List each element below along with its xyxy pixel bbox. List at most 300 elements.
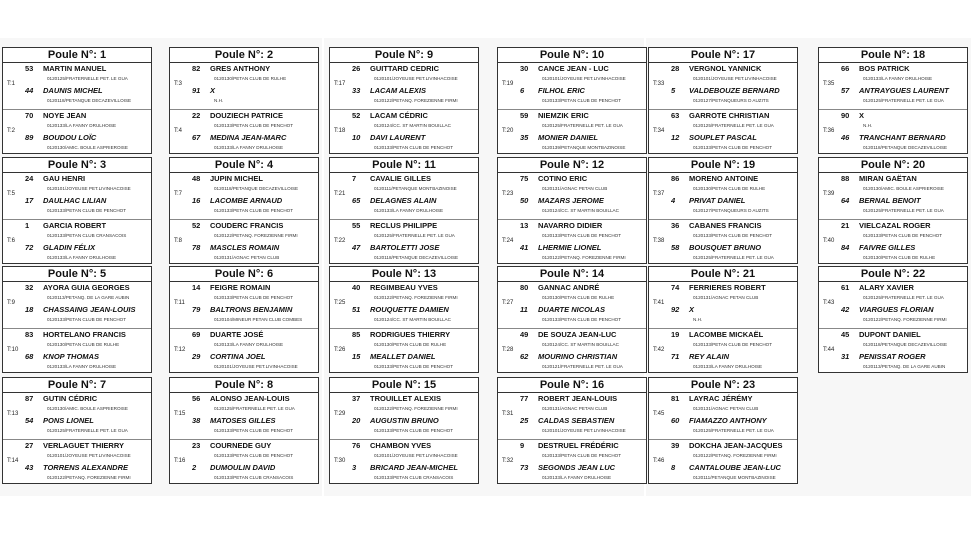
player-club: 0120101/JOYEUSE PET.LIVINHACOISE [47, 186, 131, 191]
match-row [170, 282, 318, 329]
player-name: AUGUSTIN BRUNO [370, 416, 439, 425]
player-number: 48 [192, 174, 201, 183]
player-club: 0120133/LA FANNY DRULHOISE [47, 364, 117, 369]
player-name: GARCIA ROBERT [43, 221, 107, 230]
match-row [330, 63, 478, 110]
player-entry [352, 352, 476, 374]
player-club: 0120122/PETANQ. FOREZIENNE FIRMI [863, 317, 947, 322]
player-name: GRES ANTHONY [210, 64, 271, 73]
player-number: 39 [671, 441, 680, 450]
player-entry [192, 463, 316, 485]
player-number: 30 [520, 64, 529, 73]
player-club: 0120133/PETAN CLUB DE PENCHOT [47, 208, 127, 213]
table-label: T:45 [653, 411, 665, 417]
player-number: 75 [520, 174, 529, 183]
player-number: 49 [520, 330, 529, 339]
player-club: 0120133/PETAN CLUB CRANSACOIS [47, 233, 127, 238]
table-label: T:8 [174, 238, 183, 244]
poule-card [169, 377, 319, 484]
player-name: FAIVRE GILLES [859, 243, 916, 252]
player-club: 0120122/PETANQ. FOREZIENNE FIRMI [47, 475, 131, 480]
table-label: T:32 [502, 458, 514, 464]
poule-title: Poule N°: 4 [170, 158, 318, 173]
match-row [3, 440, 151, 486]
match-row [649, 220, 797, 266]
match-row [170, 329, 318, 375]
player-club: 0120133/PETAN CLUB DE PENCHOT [693, 233, 773, 238]
player-club: 0120130/AMIC. BOULE ASPRIEROISE [47, 145, 128, 150]
poule-card [648, 266, 798, 373]
player-entry [352, 196, 476, 218]
player-club: 0120125/FRATERNELLE PET. LE GUA [47, 76, 128, 81]
player-number: 19 [671, 330, 680, 339]
player-name: BERNAL BENOIT [859, 196, 921, 205]
player-line [671, 416, 795, 426]
player-entry [520, 416, 644, 438]
player-name: CORTINA JOEL [210, 352, 266, 361]
player-name: CANTALOUBE JEAN-LUC [689, 463, 781, 472]
player-club: 0120122/PETANQ. FOREZIENNE FIRMI [374, 295, 458, 300]
poule-card [2, 47, 152, 154]
player-name: VIELCAZAL ROGER [859, 221, 931, 230]
table-label: T:19 [502, 81, 514, 87]
player-club: 0120125/FRATERNELLE PET. LE GUA [47, 428, 128, 433]
player-club: 0120122/PETANQ. FOREZIENNE FIRMI [214, 233, 298, 238]
player-line [671, 463, 795, 473]
table-label: T:15 [174, 411, 186, 417]
match-row [170, 63, 318, 110]
player-number: 24 [25, 174, 34, 183]
player-name: CALDAS SEBASTIEN [538, 416, 615, 425]
match-row [170, 220, 318, 266]
player-entry [25, 86, 149, 108]
player-line [671, 196, 795, 206]
player-number: 91 [192, 86, 201, 95]
player-number: 84 [841, 243, 850, 252]
player-name: COUDERC FRANCIS [210, 221, 284, 230]
match-row [3, 110, 151, 156]
player-number: 2 [192, 463, 197, 472]
player-number: 73 [520, 463, 529, 472]
player-name: GAU HENRI [43, 174, 86, 183]
match-row [330, 440, 478, 486]
player-line [192, 111, 316, 121]
player-number: 41 [520, 243, 529, 252]
player-number: 83 [25, 330, 34, 339]
player-name: GARROTE CHRISTIAN [689, 111, 770, 120]
poule-title: Poule N°: 22 [819, 267, 967, 282]
player-line [520, 221, 644, 231]
player-number: 67 [192, 133, 201, 142]
player-line [671, 64, 795, 74]
poule-card [818, 157, 968, 264]
player-club: 0120133/PETAN CLUB DE PENCHOT [542, 98, 622, 103]
player-line [671, 441, 795, 451]
poule-title: Poule N°: 17 [649, 48, 797, 63]
player-entry [25, 441, 149, 463]
player-name: LACOMBE ARNAUD [210, 196, 283, 205]
player-name: NOYE JEAN [43, 111, 87, 120]
player-entry [671, 111, 795, 133]
player-number: 76 [352, 441, 361, 450]
match-row [819, 282, 967, 329]
player-line [841, 174, 965, 184]
player-line [192, 283, 316, 293]
player-name: DESTRUEL FRÉDÉRIC [538, 441, 619, 450]
player-club: 0120118/PETANQUE DECAZEVILLOISE [47, 98, 132, 103]
poule-title: Poule N°: 5 [3, 267, 151, 282]
player-number: 37 [352, 394, 361, 403]
player-club: 0120118/PETANQUE DECAZEVILLOISE [863, 145, 948, 150]
match-row [170, 393, 318, 440]
player-entry [352, 305, 476, 327]
player-club: 0120133/PETAN CLUB DE PENCHOT [214, 208, 294, 213]
player-line [25, 133, 149, 143]
player-line [192, 416, 316, 426]
player-entry [671, 86, 795, 108]
match-row [330, 393, 478, 440]
poule-title: Poule N°: 11 [330, 158, 478, 173]
player-line [25, 174, 149, 184]
player-entry [841, 111, 965, 133]
player-number: 65 [352, 196, 361, 205]
player-entry [520, 394, 644, 416]
player-entry [25, 243, 149, 265]
poule-card [497, 377, 647, 484]
player-entry [192, 111, 316, 133]
player-number: 18 [25, 305, 34, 314]
player-number: 63 [671, 111, 680, 120]
player-number: 88 [841, 174, 850, 183]
table-label: T:9 [7, 300, 16, 306]
player-entry [671, 133, 795, 155]
player-line [671, 305, 795, 315]
match-row [330, 220, 478, 266]
poule-card [497, 157, 647, 264]
player-club: 0120130/AMIC. BOULE ASPRIEROISE [863, 186, 944, 191]
match-row [170, 173, 318, 220]
poule-card [497, 47, 647, 154]
player-line [841, 86, 965, 96]
player-number: 3 [352, 463, 357, 472]
player-line [671, 86, 795, 96]
player-name: CABANES FRANCIS [689, 221, 762, 230]
player-line [25, 221, 149, 231]
player-number: 20 [352, 416, 361, 425]
match-row [649, 282, 797, 329]
player-entry [192, 133, 316, 155]
match-row [170, 110, 318, 156]
player-line [841, 330, 965, 340]
table-label: T:42 [653, 347, 665, 353]
player-name: GLADIN FÉLIX [43, 243, 96, 252]
player-club: 0120133/LA FANNY DRULHOISE [214, 145, 284, 150]
player-line [520, 352, 644, 362]
poule-title: Poule N°: 2 [170, 48, 318, 63]
player-name: ROBERT JEAN-LOUIS [538, 394, 618, 403]
player-name: ALARY XAVIER [859, 283, 914, 292]
player-line [25, 111, 149, 121]
player-line [25, 283, 149, 293]
player-entry [671, 196, 795, 218]
player-number: 86 [671, 174, 680, 183]
player-name: CHASSAING JEAN-LOUIS [43, 305, 136, 314]
player-entry [520, 111, 644, 133]
player-club: 0120133/PETAN CLUB DE PENCHOT [693, 145, 773, 150]
player-line [192, 64, 316, 74]
player-line [25, 305, 149, 315]
player-club: 0120101/JOYEUSE PET.LIVINHACOISE [542, 76, 626, 81]
player-number: 87 [25, 394, 34, 403]
player-entry [352, 174, 476, 196]
poule-card [2, 157, 152, 264]
player-number: 54 [25, 416, 34, 425]
match-row [330, 282, 478, 329]
player-entry [25, 174, 149, 196]
player-entry [352, 330, 476, 352]
player-name: DE SOUZA JEAN-LUC [538, 330, 617, 339]
player-name: DELAGNES ALAIN [370, 196, 437, 205]
player-name: BRICARD JEAN-MICHEL [370, 463, 458, 472]
table-label: T:31 [502, 411, 514, 417]
player-number: 12 [671, 133, 680, 142]
player-number: 4 [671, 196, 676, 205]
player-name: MORENO ANTOINE [689, 174, 759, 183]
poule-title: Poule N°: 23 [649, 378, 797, 393]
player-line [352, 416, 476, 426]
player-name: FIAMAZZO ANTHONY [689, 416, 767, 425]
player-number: 38 [192, 416, 201, 425]
player-number: 50 [520, 196, 529, 205]
player-entry [671, 416, 795, 438]
player-line [841, 196, 965, 206]
player-name: GANNAC ANDRÉ [538, 283, 600, 292]
player-entry [25, 283, 149, 305]
player-entry [841, 64, 965, 86]
player-club: 0120133/LA FANNY DRULHOISE [693, 364, 763, 369]
player-line [841, 243, 965, 253]
player-entry [192, 283, 316, 305]
player-club: 0120130/PETAN CLUB DE RULHE [47, 342, 120, 347]
poule-title: Poule N°: 1 [3, 48, 151, 63]
player-club: 0120131/AGNAC PETAN CLUB [542, 406, 608, 411]
player-name: BALTRONS BENJAMIN [210, 305, 293, 314]
table-label: T:16 [174, 458, 186, 464]
match-row [649, 173, 797, 220]
player-line [520, 243, 644, 253]
table-label: T:38 [653, 238, 665, 244]
player-line [352, 174, 476, 184]
player-entry [520, 305, 644, 327]
player-club: 0120125/FRATERNELLE PET. LE GUA [863, 295, 944, 300]
player-number: 68 [25, 352, 34, 361]
player-number: 79 [192, 305, 201, 314]
player-name: DAUNIS MICHEL [43, 86, 103, 95]
player-club: 0120121/FRATERNELLE PET. LE GUA [542, 364, 623, 369]
player-entry [352, 394, 476, 416]
player-entry [352, 86, 476, 108]
player-entry [352, 133, 476, 155]
table-label: T:14 [7, 458, 19, 464]
player-line [25, 330, 149, 340]
player-number: 29 [192, 352, 201, 361]
player-number: 9 [520, 441, 525, 450]
table-label: T:33 [653, 81, 665, 87]
player-entry [520, 86, 644, 108]
player-club: 0120133/LA FANNY DRULHOISE [863, 76, 933, 81]
player-line [520, 133, 644, 143]
poule-card [329, 266, 479, 373]
player-line [671, 111, 795, 121]
poule-card [2, 266, 152, 373]
player-number: 11 [520, 305, 528, 314]
player-club: 0120101/JOYEUSE PET.LIVINHACOISE [47, 453, 131, 458]
player-entry [25, 64, 149, 86]
table-label: T:27 [502, 300, 514, 306]
table-label: T:46 [653, 458, 665, 464]
player-number: 72 [25, 243, 34, 252]
player-number: 69 [192, 330, 201, 339]
player-number: 51 [352, 305, 361, 314]
player-line [192, 352, 316, 362]
player-club: 0120111/PETANQUE MONTBAZINOISE [374, 186, 457, 191]
player-name: CHAMBON YVES [370, 441, 432, 450]
player-name: MONIER DANIEL [538, 133, 598, 142]
table-label: T:18 [334, 128, 346, 134]
player-name: TORRENS ALEXANDRE [43, 463, 129, 472]
match-row [819, 110, 967, 156]
player-name: LACOMBE MICKAËL [689, 330, 764, 339]
player-entry [25, 221, 149, 243]
player-name: HORTELANO FRANCIS [43, 330, 126, 339]
poule-title: Poule N°: 20 [819, 158, 967, 173]
player-name: DAVI LAURENT [370, 133, 426, 142]
player-name: MIRAN GAËTAN [859, 174, 917, 183]
table-label: T:11 [174, 300, 185, 306]
player-number: 32 [25, 283, 34, 292]
player-line [352, 330, 476, 340]
player-entry [520, 196, 644, 218]
player-club: 0120125/FRATERNELLE PET. LE GUA [693, 123, 774, 128]
player-name: MATOSES GILLES [210, 416, 276, 425]
table-label: T:1 [7, 81, 16, 87]
player-club: 0120133/LA FANNY DRULHOISE [214, 342, 284, 347]
player-number: 90 [841, 111, 850, 120]
table-label: T:7 [174, 191, 183, 197]
player-number: 21 [841, 221, 850, 230]
player-number: 27 [25, 441, 34, 450]
player-number: 52 [352, 111, 361, 120]
player-entry [352, 111, 476, 133]
poule-title: Poule N°: 13 [330, 267, 478, 282]
player-name: MARTIN MANUEL [43, 64, 107, 73]
player-entry [671, 394, 795, 416]
player-entry [25, 416, 149, 438]
player-entry [841, 352, 965, 374]
player-number: 13 [520, 221, 529, 230]
player-number: 89 [25, 133, 34, 142]
table-label: T:29 [334, 411, 346, 417]
player-name: VALDEBOUZE BERNARD [689, 86, 780, 95]
table-label: T:21 [334, 191, 346, 197]
player-number: 25 [520, 416, 529, 425]
poule-title: Poule N°: 18 [819, 48, 967, 63]
table-label: T:39 [823, 191, 835, 197]
player-club: N.H. [214, 98, 224, 103]
player-entry [520, 174, 644, 196]
player-entry [671, 441, 795, 463]
player-club: 0120124/CC. ST MARTIN BOUILLAC [374, 317, 451, 322]
table-label: T:43 [823, 300, 835, 306]
match-row [498, 63, 646, 110]
player-number: 7 [352, 174, 357, 183]
player-number: 56 [192, 394, 201, 403]
player-name: X [689, 305, 695, 314]
poule-title: Poule N°: 10 [498, 48, 646, 63]
player-line [520, 86, 644, 96]
player-entry [352, 243, 476, 265]
player-entry [520, 243, 644, 265]
player-line [192, 86, 316, 96]
player-line [841, 221, 965, 231]
player-entry [352, 441, 476, 463]
player-name: BOUSQUET BRUNO [689, 243, 762, 252]
player-name: DAULHAC LILIAN [43, 196, 107, 205]
player-club: 0120118/PETANQUE DECAZEVILLOISE [374, 255, 459, 260]
player-name: LACAM ALEXIS [370, 86, 426, 95]
player-entry [841, 243, 965, 265]
player-entry [192, 174, 316, 196]
player-club: 0120113/PETANQ. DE LA GARE AUBIN [863, 364, 946, 369]
table-label: T:3 [174, 81, 183, 87]
player-line [520, 394, 644, 404]
poule-card [169, 157, 319, 264]
player-club: 0120122/PETANQ. FOREZIENNE FIRMI [542, 255, 626, 260]
player-entry [841, 196, 965, 218]
player-club: 0120131/AGNAC PETAN CLUB [214, 255, 280, 260]
player-line [352, 133, 476, 143]
player-line [25, 352, 149, 362]
player-name: CAVALIE GILLES [370, 174, 431, 183]
table-label: T:10 [7, 347, 19, 353]
player-name: MEDINA JEAN-MARC [210, 133, 287, 142]
player-club: 0120125/FRATERNELLE PET. LE GUA [214, 406, 295, 411]
player-number: 64 [841, 196, 850, 205]
player-entry [25, 463, 149, 485]
player-number: 46 [841, 133, 850, 142]
player-club: 0120122/PETANQ. FOREZIENNE FIRMI [374, 98, 458, 103]
player-club: 0120101/JOYEUSE PET.LIVINHACOISE [374, 453, 458, 458]
player-name: PONS LIONEL [43, 416, 94, 425]
table-label: T:41 [653, 300, 665, 306]
poule-card [648, 377, 798, 484]
table-label: T:40 [823, 238, 835, 244]
poule-card [648, 47, 798, 154]
player-club: 0120125/FRATERNELLE PET. LE GUA [863, 98, 944, 103]
player-club: 0120133/PETAN CLUB DE PENCHOT [542, 453, 622, 458]
match-row [498, 173, 646, 220]
table-label: T:12 [174, 347, 186, 353]
match-row [819, 329, 967, 375]
player-number: 53 [25, 64, 34, 73]
match-row [649, 440, 797, 486]
player-number: 36 [671, 221, 680, 230]
player-club: 0120133/PETAN CLUB DE PENCHOT [47, 317, 127, 322]
match-row [498, 220, 646, 266]
player-name: FERRIERES ROBERT [689, 283, 766, 292]
player-name: FEIGRE ROMAIN [210, 283, 271, 292]
player-line [520, 463, 644, 473]
